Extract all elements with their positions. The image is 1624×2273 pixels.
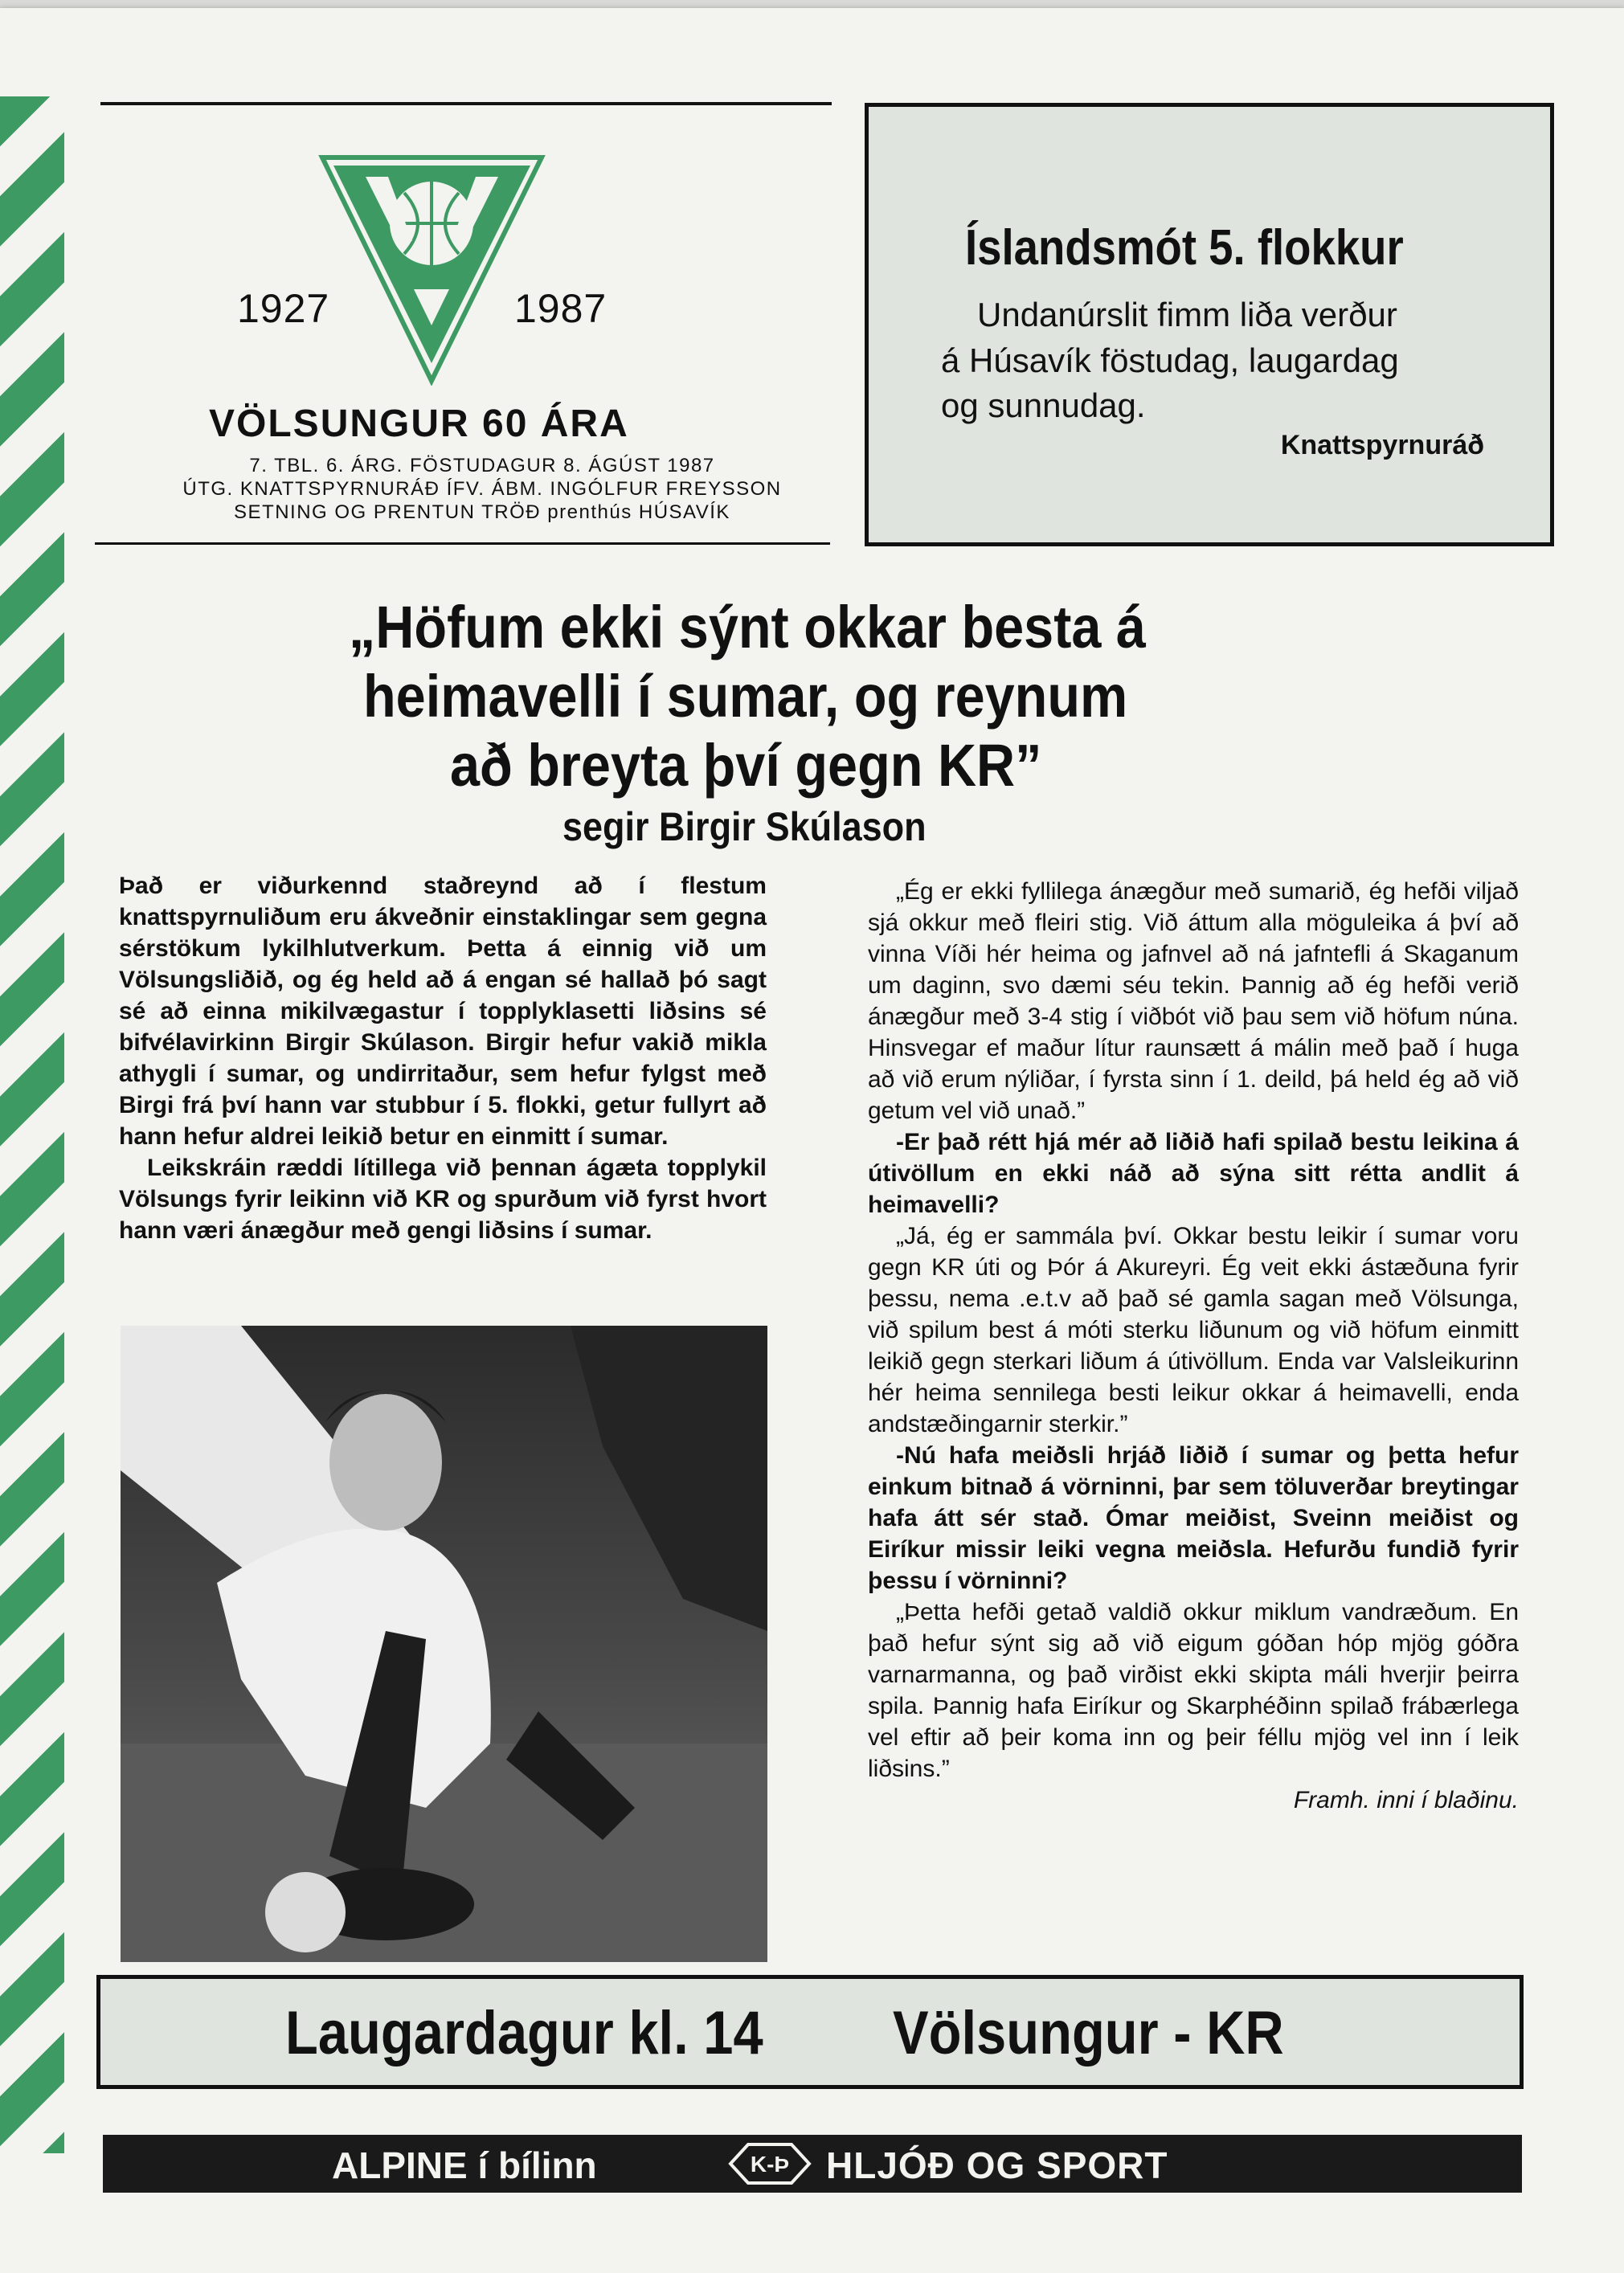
match-teams: Völsungur - KR	[893, 1999, 1284, 2067]
article-paragraph: „Já, ég er sammála því. Okkar bestu leikir í sumar voru gegn KR úti og Þór á Akureyri. Ég veit ekki ástæðuna fyrir þessu, nema .e.t.v að það sé gamla sagan með Völsunga, við spilum best á móti sterku liðunum og við höfum einmitt leikið gegn sterkari liðum á útivöllum. Enda var Valsleikurinn hér heima sennilega besti leikur okkar á heimavelli, enda andstæðingarnir sterkir.”	[868, 1223, 1519, 1437]
player-photo	[121, 1326, 767, 1962]
match-time: Laugardagur kl. 14	[285, 1999, 763, 2067]
announcement-title: Íslandsmót 5. flokkur	[965, 220, 1404, 276]
sponsor-name: HLJÓÐ OG SPORT	[826, 2144, 1168, 2186]
announcement-line: á Húsavík föstudag, laugardag	[941, 341, 1399, 379]
announcement-signature: Knattspyrnuráð	[1280, 430, 1484, 460]
club-anniversary-title: VÖLSUNGUR 60 ÁRA	[209, 403, 629, 445]
announcement-box	[865, 103, 1554, 546]
interview-question: -Nú hafa meiðsli hrjáð liðið í sumar og þetta hefur einkum bitnað á vörninni, þar sem töluverðar breytingar hafa átt sér stað. Ómar meiðist, Sveinn meiðist og Eiríkur missir leiki vegna meiðsla. Hefurðu fundið fyrir þessu í vörninni?	[868, 1442, 1519, 1594]
announcement-line: og sunnudag.	[941, 386, 1146, 424]
sponsor-slogan: ALPINE í bílinn	[332, 2144, 597, 2186]
sponsor-bar	[103, 2135, 1522, 2193]
article-paragraph: Það er viðurkennd staðreynd að í flestum knattspyrnuliðum eru ákveðnir einstaklingar sem gegna sérstökum lykilhlutverkum. Þetta á einnig við um Völsungsliðið, og ég held að á engan sé hallað þó sagt sé að einna mikilvægastur í topplyklasetti liðsins sé bifvélavirkinn Birgir Skúlason. Birgir hefur vakið mikla athygli í sumar, og undirritaður, sem hefur fylgst með Birgi frá því hann var stubbur í 5. flokki, getur fullyrt að hann hefur aldrei leikið betur en einmitt í sumar.	[119, 873, 767, 1150]
interview-question: -Er það rétt hjá mér að liðið hafi spilað bestu leikina á útivöllum en ekki náð að sýna sitt rétta andlit á heimavelli?	[868, 1129, 1519, 1218]
article-byline: segir Birgir Skúlason	[562, 804, 927, 849]
article-left-column	[119, 870, 767, 1246]
kth-logo-icon	[726, 2141, 814, 2186]
anniversary-year: 1987	[514, 286, 607, 331]
headline-line: heimavelli í sumar, og reynum	[363, 663, 1128, 730]
founding-year: 1927	[237, 286, 330, 331]
club-logo-triangle-icon	[317, 153, 546, 386]
continued-note: Framh. inni í blaðinu.	[1293, 1787, 1519, 1813]
masthead-bottom-rule	[95, 542, 830, 545]
imprint-issue-line: 7. TBL. 6. ÁRG. FÖSTUDAGUR 8. ÁGÚST 1987	[249, 455, 715, 476]
masthead-top-rule	[100, 102, 832, 105]
sponsor-logo-text: K-Þ	[750, 2152, 790, 2177]
article-paragraph: „Ég er ekki fyllilega ánægður með sumarið, ég hefði viljað sjá okkur með fleiri stig. Við áttum alla möguleika á því að vinna Víði hér heima og jafnvel að ná jafntefli á Skaganum um daginn, svo dæmi séu tekin. Þannig að ég hefði verið ánægður með 3-4 stig í viðbót við þau sem við höfum núna. Hinsvegar ef maður lítur raunsætt á málin með það í huga að við erum nýliðar, í fyrsta sinn í 1. deild, þá held ég að við getum vel við unað.”	[868, 878, 1519, 1124]
article-paragraph: „Þetta hefði getað valdið okkur miklum vandræðum. En það hefur sýnt sig að við eigum góðan hóp mjög góðra varnarmanna, og það virðist ekki skipta máli hverjir þeirra spila. Þannig hafa Eiríkur og Skarphéðinn spilað frábærlega vel eftir að þeir koma inn og þeir féllu mjög vel inn í leik liðsins.”	[868, 1599, 1519, 1782]
program-page	[0, 8, 1624, 2273]
imprint-publisher-line: ÚTG. KNATTSPYRNURÁÐ ÍFV. ÁBM. INGÓLFUR FREYSSON	[182, 478, 782, 500]
imprint-printer-line: SETNING OG PRENTUN TRÖÐ prenthús HÚSAVÍK	[234, 501, 730, 523]
headline-line: „Höfum ekki sýnt okkar besta á	[349, 594, 1146, 660]
article-paragraph: Leikskráin ræddi lítillega við þennan ágæta topplykil Völsungs fyrir leikinn við KR og spurðum við fyrst hvort hann væri ánægður með gengi liðsins í sumar.	[119, 1155, 767, 1244]
article-right-column	[868, 876, 1519, 1816]
green-diagonal-stripe-border	[0, 96, 64, 2153]
announcement-line: Undanúrslit fimm liða verður	[977, 296, 1397, 333]
article-headline	[305, 593, 1173, 800]
match-banner	[96, 1975, 1524, 2089]
headline-line: að breyta því gegn KR”	[450, 732, 1042, 799]
